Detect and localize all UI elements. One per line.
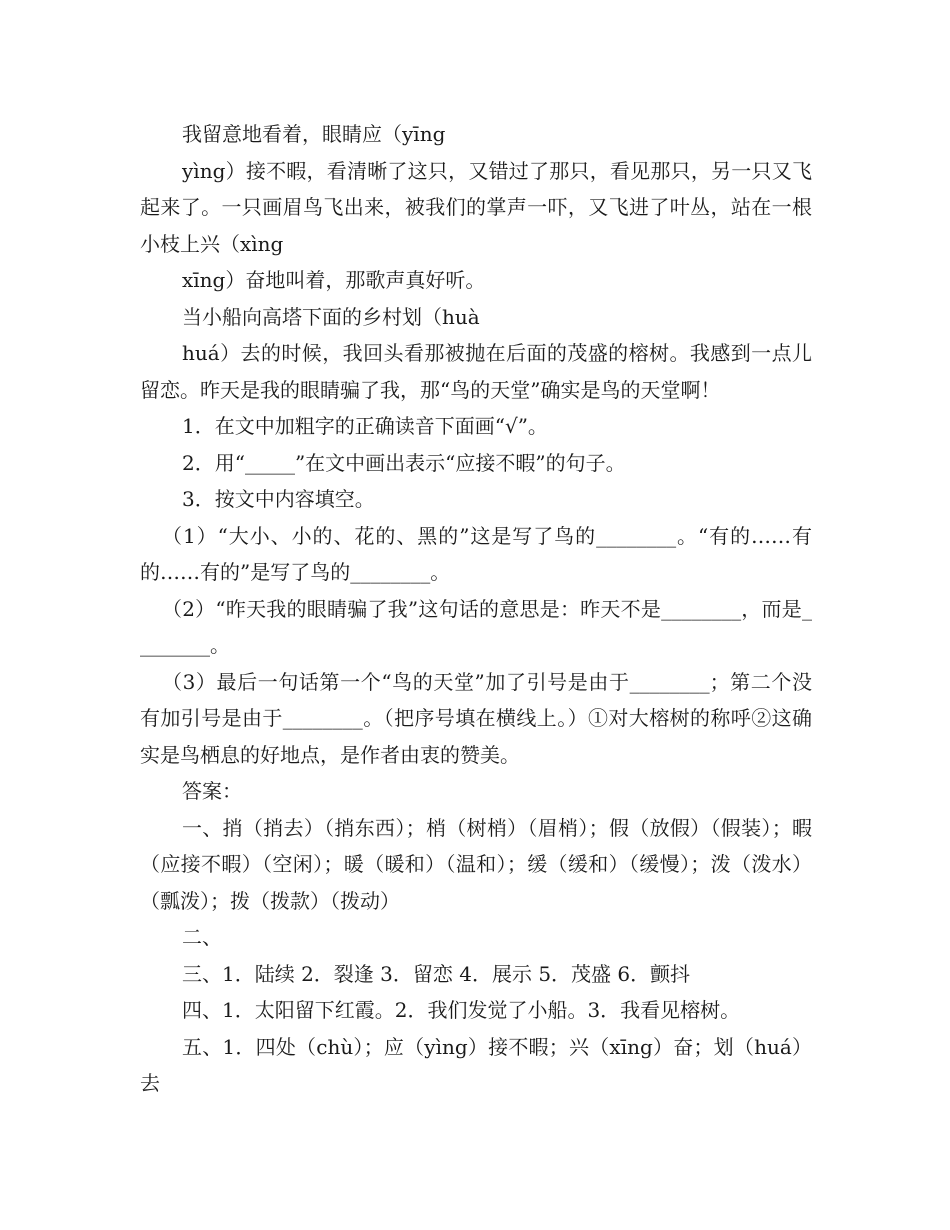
answer-line-3: 三、1．陆续 2．裂逢 3．留恋 4．展示 5．茂盛 6．颤抖 [182, 961, 691, 986]
sub-question-3: （3）最后一句话第一个“鸟的天堂”加了引号是由于________；第二个没有加引号是由于________。（把序号填在横线上。）①对大榕树的称呼②这确实是鸟栖息的好地点，是作者由衷的赞美。 [140, 669, 812, 767]
question-3: 3．按文中内容填空。 [182, 487, 375, 511]
passage-paragraph-1: 我留意地看着，眼睛应（yīng [182, 122, 446, 146]
answer-line-4: 四、1．太阳留下红霞。2．我们发觉了小船。3．我看见榕树。 [182, 998, 741, 1022]
answer-line-5: 五、1．四处（chù）；应（yìng）接不暇；兴（xīng）奋；划（huá）去 [140, 1034, 812, 1095]
passage-paragraph-2: yìng）接不暇，看清晰了这只，又错过了那只，看见那只，另一只又飞起来了。一只画眉鸟飞出来，被我们的掌声一吓，又飞进了叶丛，站在一根小枝上兴（xìng [140, 158, 812, 256]
question-1: 1．在文中加粗字的正确读音下面画“√”。 [182, 414, 548, 438]
sub-question-2: （2）“昨天我的眼睛骗了我”这句话的意思是：昨天不是________，而是________。 [140, 596, 812, 657]
answers-heading: 答案： [182, 779, 242, 803]
sub-question-1: （1）“大小、小的、花的、黑的”这是写了鸟的________。“有的……有的……有的”是写了鸟的________。 [140, 523, 812, 584]
passage-paragraph-3: xīng）奋地叫着，那歌声真好听。 [182, 268, 486, 292]
question-2: 2．用“_____”在文中画出表示“应接不暇”的句子。 [182, 450, 626, 475]
passage-paragraph-5: huá）去的时候，我回头看那被抛在后面的茂盛的榕树。我感到一点儿留恋。昨天是我的眼睛骗了我，那“鸟的天堂”确实是鸟的天堂啊！ [140, 341, 812, 402]
document-page [140, 116, 812, 1102]
passage-paragraph-4: 当小船向高塔下面的乡村划（huà [182, 304, 480, 329]
answer-line-2: 二、 [182, 925, 222, 949]
answer-line-1: 一、捎（捎去）（捎东西）；梢（树梢）（眉梢）；假（放假）（假装）；暇（应接不暇）（空闲）；暖（暖和）（温和）；缓（缓和）（缓慢）；泼（泼水）（瓢泼）；拨（拨款）（拨动） [140, 815, 812, 913]
